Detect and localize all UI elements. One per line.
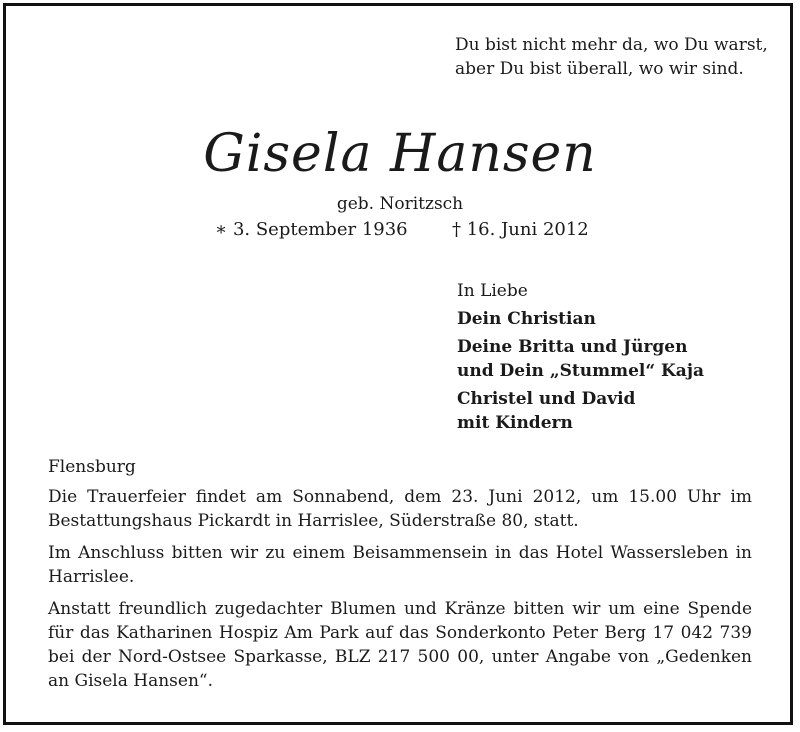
gathering-paragraph: Im Anschluss bitten wir zu einem Beisammensein in das Hotel Wassersleben in Harrislee. [48, 543, 752, 587]
deceased-name: Gisela Hansen [203, 124, 597, 184]
mourner-line: mit Kindern [457, 413, 573, 433]
motto-line: Du bist nicht mehr da, wo Du warst, [455, 35, 768, 55]
motto-quote [455, 33, 768, 81]
mourner-group [457, 335, 704, 383]
mourner-line: Dein Christian [457, 309, 596, 329]
mourners-list [457, 279, 704, 439]
mourner-line: Deine Britta und Jürgen [457, 337, 688, 357]
birth-date: ∗ 3. September 1936 [215, 219, 408, 240]
death-date: † 16. Juni 2012 [452, 219, 589, 240]
mourner-line: Christel und David [457, 389, 636, 409]
motto-line: aber Du bist überall, wo wir sind. [455, 59, 744, 79]
place-name: Flensburg [48, 457, 136, 477]
mourner-line: und Dein „Stummel“ Kaja [457, 361, 704, 381]
mourner-group [457, 387, 704, 435]
notice-body [48, 455, 752, 701]
donation-paragraph: Anstatt freundlich zugedachter Blumen und Kränze bitten wir um eine Spende für das Katharinen Hospiz Am Park auf das Sonderkonto Peter Berg 17 042 739 bei der Nord-Ostsee Sparkasse, BLZ 217 500 00, unter Angabe von „Gedenken an Gisela Hansen“. [48, 599, 752, 691]
mourner-group [457, 307, 704, 331]
mourners-intro: In Liebe [457, 281, 528, 301]
maiden-name: geb. Noritzsch [336, 194, 464, 214]
ceremony-paragraph: Die Trauerfeier findet am Sonnabend, dem 23. Juni 2012, um 15.00 Uhr im Bestattungshaus Pickardt in Harrislee, Süderstraße 80, statt. [48, 487, 752, 531]
